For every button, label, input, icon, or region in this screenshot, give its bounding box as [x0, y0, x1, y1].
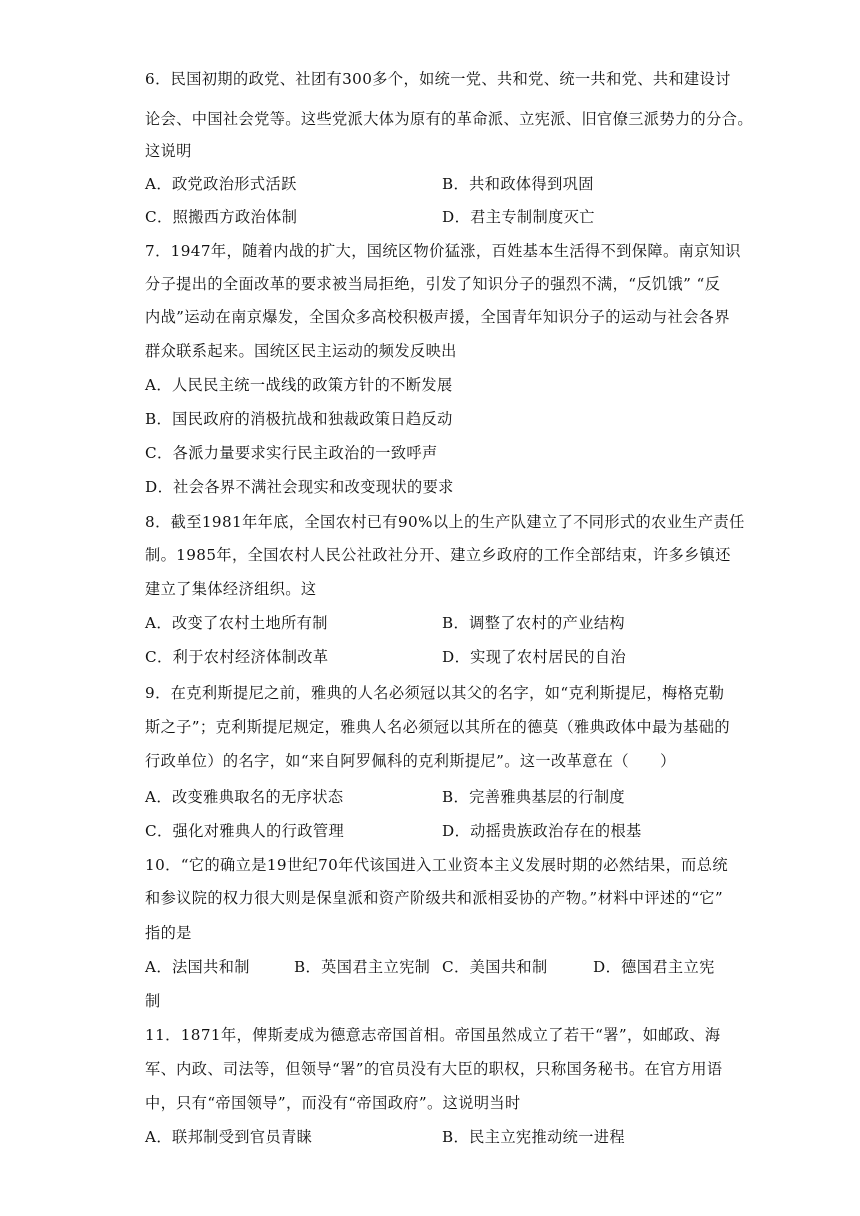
- question-8-option-b: B．调整了农村的产业结构: [442, 614, 626, 632]
- question-6-option-a: A．政党政治形式活跃: [145, 175, 297, 193]
- question-11-stem-line-1: 11．1871年，俾斯麦成为德意志帝国首相。帝国虽然成立了若干“署”，如邮政、海: [145, 1026, 721, 1044]
- question-10-option-d: D．德国君主立宪: [593, 958, 715, 976]
- question-7-option-c: C．各派力量要求实行民主政治的一致呼声: [145, 444, 438, 462]
- question-9-option-c: C．强化对雅典人的行政管理: [145, 822, 345, 840]
- question-6-option-c: C．照搬西方政治体制: [145, 208, 298, 226]
- question-8-stem-line-3: 建立了集体经济组织。这: [145, 580, 317, 598]
- question-10-stem-line-1: 10．“它的确立是19世纪70年代该国进入工业资本主义发展时期的必然结果，而总统: [145, 856, 728, 874]
- question-7-option-b: B．国民政府的消极抗战和独裁政策日趋反动: [145, 410, 453, 428]
- question-6-option-b: B．共和政体得到巩固: [442, 175, 594, 193]
- question-8-stem-line-2: 制。1985年，全国农村人民公社政社分开、建立乡政府的工作全部结束，许多乡镇还: [145, 546, 731, 564]
- question-9-option-d: D．动摇贵族政治存在的根基: [442, 822, 642, 840]
- question-11-stem-line-3: 中，只有“帝国领导”，而没有“帝国政府”。这说明当时: [145, 1094, 521, 1112]
- question-11-stem-line-2: 军、内政、司法等，但领导“署”的官员没有大臣的职权，只称国务秘书。在官方用语: [145, 1060, 723, 1078]
- question-6-stem-line-2: 论会、中国社会党等。这些党派大体为原有的革命派、立宪派、旧官僚三派势力的分合。: [145, 110, 753, 128]
- question-10-option-d-continued: 制: [145, 992, 161, 1010]
- question-7-stem-line-4: 群众联系起来。国统区民主运动的频发反映出: [145, 342, 457, 360]
- question-11-option-b: B．民主立宪推动统一进程: [442, 1128, 626, 1146]
- question-9-option-b: B．完善雅典基层的行制度: [442, 788, 626, 806]
- question-7-stem-line-1: 7．1947年，随着内战的扩大，国统区物价猛涨，百姓基本生活得不到保障。南京知识: [145, 242, 741, 260]
- question-10-stem-line-3: 指的是: [145, 924, 192, 942]
- question-10-stem-line-2: 和参议院的权力很大则是保皇派和资产阶级共和派相妥协的产物。”材料中评述的“它”: [145, 889, 724, 907]
- question-7-stem-line-3: 内战”运动在南京爆发，全国众多高校积极声援，全国青年知识分子的运动与社会各界: [145, 308, 730, 326]
- question-9-stem-line-3: 行政单位）的名字，如“来自阿罗佩科的克利斯提尼”。这一改革意在（ ）: [145, 752, 676, 770]
- question-9-stem-line-2: 斯之子”；克利斯提尼规定，雅典人名必须冠以其所在的德莫（雅典政体中最为基础的: [145, 718, 730, 736]
- question-8-option-d: D．实现了农村居民的自治: [442, 648, 627, 666]
- question-6-stem-line-1: 6．民国初期的政党、社团有300多个，如统一党、共和党、统一共和党、共和建设讨: [145, 70, 731, 88]
- question-8-option-a: A．改变了农村土地所有制: [145, 614, 328, 632]
- question-7-option-d: D．社会各界不满社会现实和改变现状的要求: [145, 478, 454, 496]
- question-6-stem-line-3: 这说明: [145, 142, 192, 160]
- question-11-option-a: A．联邦制受到官员青睐: [145, 1128, 313, 1146]
- question-7-stem-line-2: 分子提出的全面改革的要求被当局拒绝，引发了知识分子的强烈不满，“反饥饿” “反: [145, 275, 721, 293]
- question-8-stem-line-1: 8．截至1981年年底，全国农村已有90%以上的生产队建立了不同形式的农业生产责任: [145, 513, 745, 531]
- question-8-option-c: C．利于农村经济体制改革: [145, 648, 329, 666]
- question-10-option-c: C．美国共和制: [442, 958, 548, 976]
- question-10-option-b: B．英国君主立宪制: [294, 958, 431, 976]
- question-7-option-a: A．人民民主统一战线的政策方针的不断发展: [145, 376, 453, 394]
- question-9-stem-line-1: 9．在克利斯提尼之前，雅典的人名必须冠以其父的名字，如“克利斯提尼，梅格克勒: [145, 684, 725, 702]
- question-6-option-d: D．君主专制制度灭亡: [442, 208, 595, 226]
- question-10-option-a: A．法国共和制: [145, 958, 250, 976]
- question-9-option-a: A．改变雅典取名的无序状态: [145, 788, 344, 806]
